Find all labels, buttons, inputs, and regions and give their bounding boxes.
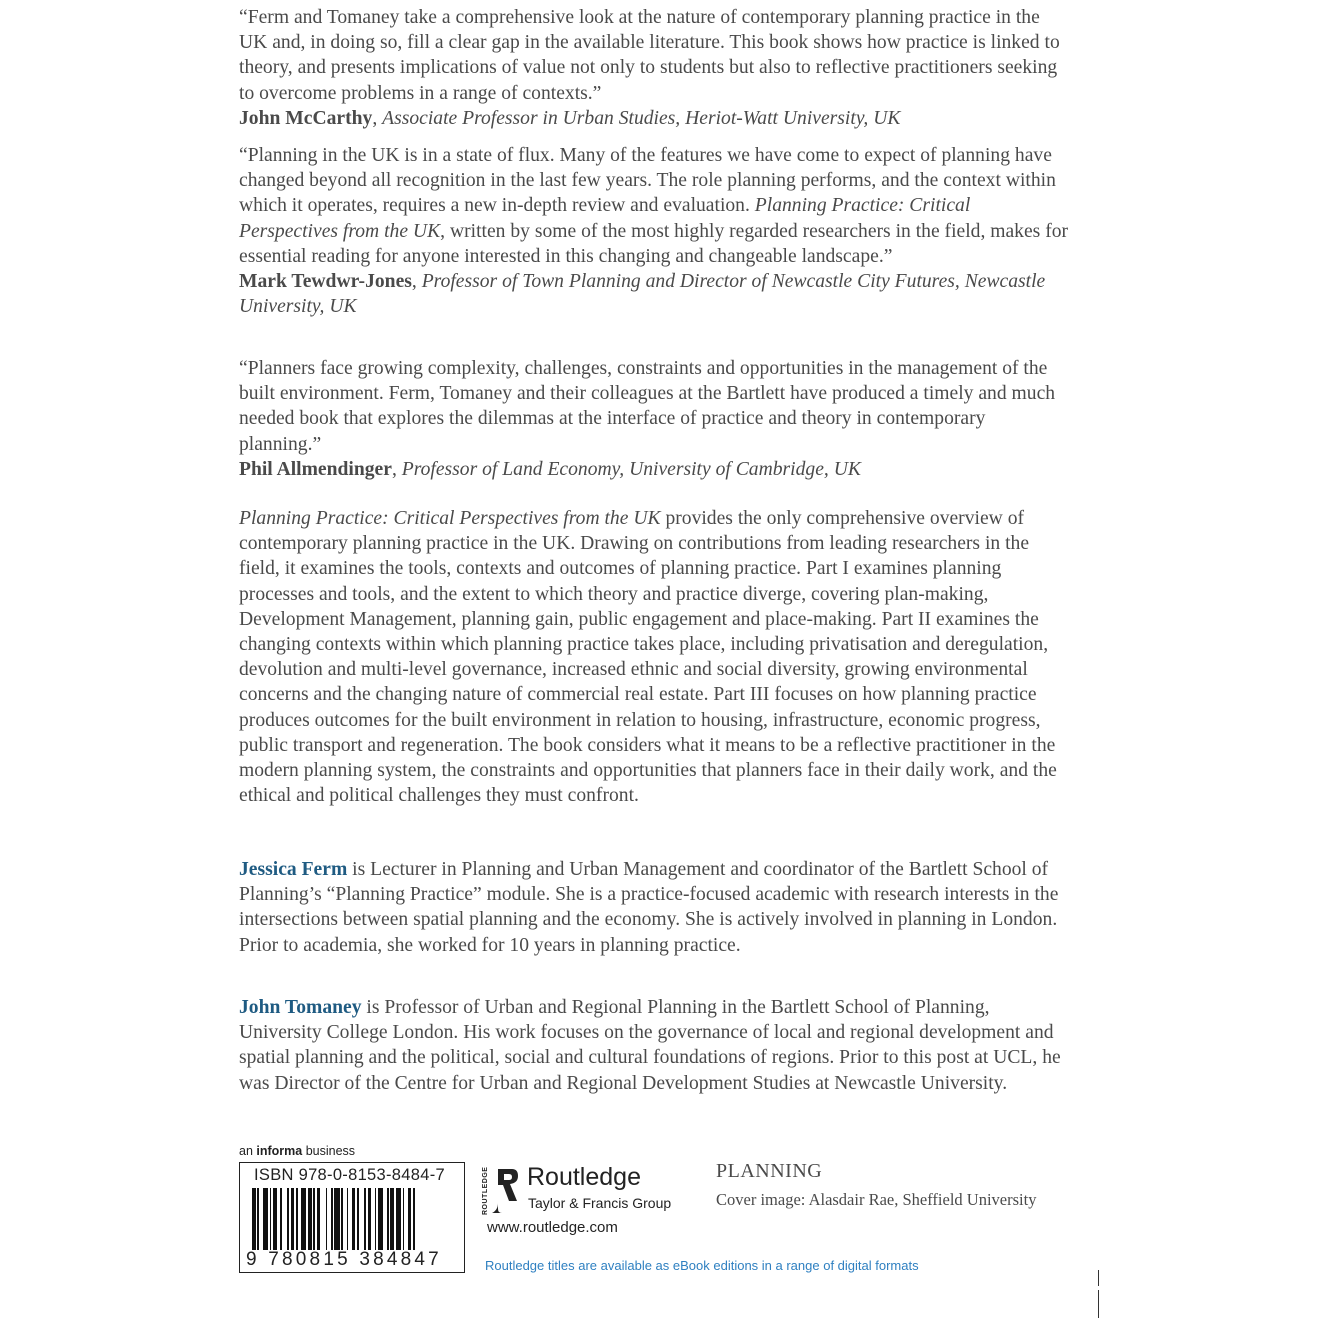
- book-title: Planning Practice: Critical Perspectives from the UK: [239, 195, 971, 242]
- quote-text: , written by some of the most highly regarded researchers in the field, makes for essential reading for anyone interested in this changing and changeable landscape.”: [239, 220, 1069, 267]
- isbn-barcode: [239, 1162, 465, 1273]
- routledge-vertical-wordmark: ROUTLEDGE: [482, 1166, 489, 1215]
- author-name: John Tomaney: [239, 997, 362, 1018]
- trim-mark: [1098, 1290, 1099, 1318]
- publisher-name: Routledge: [527, 1163, 641, 1191]
- isbn-label: ISBN 978-0-8153-8484-7: [254, 1166, 445, 1184]
- bio-text: is Lecturer in Planning and Urban Management and coordinator of the Bartlett School of Planning’s “Planning Practice” module. She is a practice-focused academic with research interests in the intersections between spatial planning and the economy. She is actively involved in planning in London. Prior to academia, she worked for 10 years in planning practice.: [239, 859, 1059, 956]
- subject-category: PLANNING: [716, 1160, 823, 1182]
- endorsement-quote: “Planners face growing complexity, challenges, constraints and opportunities in the management of the built environment. Ferm, Tomaney and their colleagues at the Bartlett have produced a timely and much needed book that explores the dilemmas at the interface of practice and theory in contemporary planning.”: [239, 358, 1056, 455]
- cover-credit: Cover image: Alasdair Rae, Sheffield University: [716, 1190, 1037, 1209]
- endorsement-3: [239, 356, 1069, 482]
- endorser-name: Phil Allmendinger: [239, 458, 392, 480]
- quote-text: “Planning in the UK is in a state of flux. Many of the features we have come to expect of planning have changed beyond all recognition in the last few years. The role planning performs, and the context within which it operates, requires a new in-depth review and evaluation.: [239, 145, 1056, 217]
- endorsement-attribution: Mark Tewdwr-Jones, Professor of Town Planning and Director of Newcastle City Futures, Newcastle University, UK: [239, 271, 1046, 318]
- endorser-name: John McCarthy: [239, 107, 373, 129]
- trim-mark: [1098, 1270, 1099, 1286]
- author-bio-tomaney: [239, 995, 1069, 1096]
- book-title: Planning Practice: Critical Perspectives from the UK: [239, 508, 661, 529]
- endorsement-attribution: Phil Allmendinger, Professor of Land Economy, University of Cambridge, UK: [239, 458, 861, 480]
- endorser-name: Mark Tewdwr-Jones: [239, 271, 412, 293]
- author-bio-ferm: [239, 857, 1069, 958]
- publisher-group: Taylor & Francis Group: [528, 1195, 672, 1211]
- endorser-role: Professor of Town Planning and Director of Newcastle City Futures, Newcastle University, UK: [239, 271, 1046, 318]
- bio-text: is Professor of Urban and Regional Planning in the Bartlett School of Planning, University College London. His work focuses on the governance of local and regional development and spatial planning and the political, social and cultural foundations of regions. Prior to this post at UCL, he was Director of the Centre for Urban and Regional Development Studies at Newcastle University.: [239, 997, 1061, 1094]
- publisher-url: www.routledge.com: [487, 1219, 618, 1236]
- author-name: Jessica Ferm: [239, 859, 348, 880]
- informa-business-label: an informa business: [239, 1144, 356, 1158]
- endorser-role: Associate Professor in Urban Studies, Heriot-Watt University, UK: [382, 107, 901, 129]
- bio-paragraph: [239, 995, 1069, 1096]
- bio-paragraph: [239, 857, 1069, 958]
- endorsement-quote: [239, 143, 1069, 269]
- endorsement-quote: “Ferm and Tomaney take a comprehensive look at the nature of contemporary planning practice in the UK and, in doing so, fill a clear gap in the available literature. This book shows how practice is linked to theory, and presents implications of value not only to students but also to reflective practitioners seeking to overcome problems in a range of contexts.”: [239, 7, 1060, 104]
- barcode-digits: 9 780815 384847: [246, 1249, 442, 1270]
- endorsement-2: [239, 143, 1069, 319]
- routledge-logo-icon: [484, 1163, 518, 1215]
- ebook-note: Routledge titles are available as eBook editions in a range of digital formats: [485, 1258, 919, 1273]
- barcode-bars: [252, 1188, 452, 1250]
- book-description: [239, 506, 1069, 808]
- description-paragraph: [239, 506, 1069, 808]
- endorser-role: Professor of Land Economy, University of Cambridge, UK: [401, 458, 861, 480]
- description-text: provides the only comprehensive overview of contemporary planning practice in the UK. Drawing on contributions from leading researchers in the field, it examines the tools, contexts and outcomes of planning practice. Part I examines planning processes and tools, and the extent to which theory and practice diverge, covering plan-making, Development Management, planning gain, public engagement and place-making. Part II examines the changing contexts within which planning practice takes place, including privatisation and deregulation, devolution and multi-level governance, increased ethnic and social diversity, growing environmental concerns and the changing nature of commercial real estate. Part III focuses on how planning practice produces outcomes for the built environment in relation to housing, infrastructure, economic progress, public transport and regeneration. The book considers what it means to be a reflective practitioner in the modern planning system, the constraints and opportunities that planners face in their daily work, and the ethical and political challenges they must confront.: [239, 508, 1057, 807]
- endorsement-1: [239, 5, 1069, 131]
- endorsement-attribution: John McCarthy, Associate Professor in Urban Studies, Heriot-Watt University, UK: [239, 107, 901, 129]
